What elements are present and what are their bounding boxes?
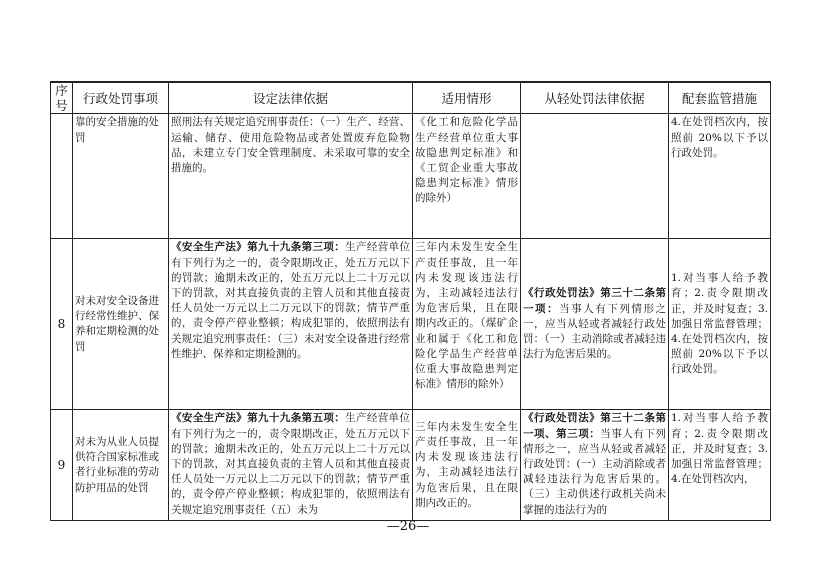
row-situation: 《化工和危险化学品生产经营单位重大事故隐患判定标准》和《工贸企业重大事故隐患判定标准》情形的除外） [413, 114, 521, 239]
row-lenient-title: 《行政处罚法》第三十二条第一项、第三项： [523, 412, 666, 440]
row-measures: 1.对当事人给予教育；2.责令限期改正，并及时复查；3.加强日常监督管理；4.在处罚档次内， [669, 410, 771, 521]
row-basis [169, 239, 413, 410]
header-measures: 配套监管措施 [669, 82, 771, 114]
header-basis: 设定法律依据 [169, 82, 413, 114]
row-basis [169, 114, 413, 239]
row-basis-text: 生产经营单位有下列行为之一的，责令限期改正，处五万元以下的罚款；逾期未改正的，处五万元以上二十万元以下的罚款，对其直接负责的主管人员和其他直接责任人员处一万元以上二万元以下的罚款；情节严重的，责令停产停业整顿；构成犯罪的，依照刑法有关规定追究刑事责任：（三）未对安全设备进行经常性维护、保养和定期检测的。 [171, 241, 411, 360]
row-item: 对未为从业人员提供符合国家标准或者行业标准的劳动防护用品的处罚 [73, 410, 169, 521]
row-seq [51, 114, 73, 239]
header-lenient: 从轻处罚法律依据 [521, 82, 669, 114]
row-basis [169, 410, 413, 521]
row-item: 靠的安全措施的处罚 [73, 114, 169, 239]
table-header-row [51, 82, 771, 114]
header-situation: 适用情形 [413, 82, 521, 114]
row-basis-text: 照刑法有关规定追究刑事责任：（一）生产、经营、运输、储存、使用危险物品或者处置废弃危险物品，未建立专门安全管理制度、未采取可靠的安全措施的。 [171, 116, 410, 175]
row-basis-text: 生产经营单位有下列行为之一的，责令限期改正，处五万元以下的罚款；逾期未改正的，处五万元以上二十万元以下的罚款，对其直接负责的主管人员和其他直接责任人员处一万元以上二万元以下的罚款；情节严重的，责令停产停业整顿；构成犯罪的，依照刑法有关规定追究刑事责任（五）未为 [171, 412, 411, 516]
header-item: 行政处罚事项 [73, 82, 169, 114]
row-lenient-text: 当事人有下列情形之一，应当从轻或者减轻行政处罚：(一）主动消除或者减轻违法行为危害后果的。（三）主动供述行政机关尚未掌握的违法行为的 [523, 427, 667, 516]
row-lenient-text: 当事人有下列情形之一，应当从轻或者减轻行政处罚：（一）主动消除或者减轻违法行为危害后果的。 [523, 302, 667, 361]
row-measures: 1.对当事人给予教育；2.责令限期改正，并及时复查；3.加强日常监督管理；4.在处罚档次内，按照前 20%以下予以行政处罚。 [669, 239, 771, 410]
row-lenient-title: 《行政处罚法》第三十二条第一项： [523, 287, 666, 315]
row-lenient [521, 239, 669, 410]
row-situation: 三年内未发生安全生产责任事故，且一年内未发现该违法行为，主动减轻违法行为危害后果，且在限期内改正的。（煤矿企业和属于《化工和危险化学品生产经营单位重大事故隐患判定标准》情形的除外） [413, 239, 521, 410]
row-item: 对未对安全设备进行经常性维护、保养和定期检测的处罚 [73, 239, 169, 410]
row-basis-title: 《安全生产法》第九十九条第五项： [171, 412, 346, 425]
row-lenient [521, 410, 669, 521]
table-row [51, 239, 771, 410]
table-row [51, 114, 771, 239]
row-lenient [521, 114, 669, 239]
row-situation: 三年内未发生安全生产责任事故，且一年内未发现该违法行为，主动减轻违法行为危害后果，且在限期内改正的。 [413, 410, 521, 521]
table-row [51, 410, 771, 521]
row-measures: 4.在处罚档次内，按照前 20%以下予以行政处罚。 [669, 114, 771, 239]
page-number: —26— [386, 519, 430, 534]
regulation-table-page [50, 81, 770, 521]
penalty-table [50, 81, 771, 521]
row-basis-title: 《安全生产法》第九十九条第三项： [171, 241, 346, 254]
row-seq: 9 [51, 410, 73, 521]
row-seq: 8 [51, 239, 73, 410]
header-seq: 序号 [51, 82, 73, 114]
